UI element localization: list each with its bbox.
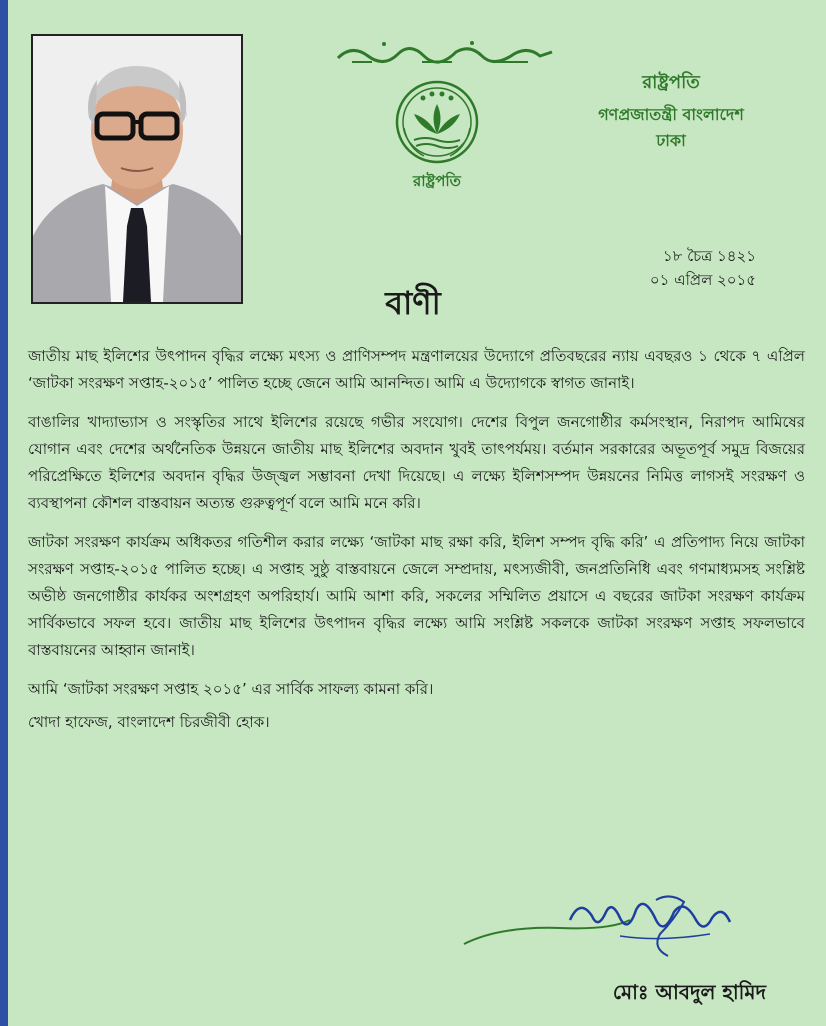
paragraph: জাতীয় মাছ ইলিশের উৎপাদন বৃদ্ধির লক্ষ্যে মৎস্য ও প্রাণিসম্পদ মন্ত্রণালয়ের উদ্যোগে প্রতিবছরের ন্যায় এবছরও ১ থেকে ৭ এপ্রিল ‘জাটকা সংরক্ষণ সপ্তাহ-২০১৫’ পালিত হচ্ছে জেনে আমি আনন্দিত। আমি এ উদ্যোগকে স্বাগত জানাই। [28,347,805,392]
left-border-stripe [0,0,8,1026]
signer-name: মোঃ আবদুল হামিদ [612,980,766,1004]
paragraph: জাটকা সংরক্ষণ কার্যক্রম অধিকতর গতিশীল করার লক্ষ্যে ‘জাটকা মাছ রক্ষা করি, ইলিশ সম্পদ বৃদ্ধি করি’ এ প্রতিপাদ্য নিয়ে জাটকা সংরক্ষণ সপ্তাহ-২০১৫ পালিত হচ্ছে। এ সপ্তাহ সুষ্ঠু বাস্তবায়নে জেলে সম্প্রদায়, মৎস্যজীবী, জনপ্রতিনিধি এবং গণমাধ্যমসহ সংশ্লিষ্ট অভীষ্ঠ জনগোষ্ঠীর কার্যকর অংশগ্রহণ অপরিহার্য। আমি আশা করি, সকলের সম্মিলিত প্রয়াসে এ বছরের জাটকা সংরক্ষণ কার্যক্রম সার্বিকভাবে সফল হবে। জাতীয় মাছ ইলিশের উৎপাদন বৃদ্ধির লক্ষ্যে আমি সংশ্লিষ্ট সকলকে জাটকা সংরক্ষণ সপ্তাহ সফলভাবে বাস্তবায়নের আহ্বান জানাই। [28,533,805,659]
handwritten-signature [460,890,760,968]
presidential-emblem [382,78,492,196]
bangla-date: ১৮ চৈত্র ১৪২১ [662,247,756,265]
gregorian-date: ০১ এপ্রিল ২০১৫ [649,271,756,289]
page-title: বাণী [385,284,441,322]
president-portrait [31,34,243,304]
office-title: রাষ্ট্রপতি [642,72,700,93]
paragraph: বাঙালির খাদ্যাভ্যাস ও সংস্কৃতির সাথে ইলিশের রয়েছে গভীর সংযোগ। দেশের বিপুল জনগোষ্ঠীর কর্মসংস্থান, নিরাপদ আমিষের যোগান এবং দেশের অর্থনৈতিক উন্নয়নে জাতীয় মাছ ইলিশের অবদান খুবই তাৎপর্যময়। বর্তমান সরকারের অভূতপূর্ব সমুদ্র বিজয়ের পরিপ্রেক্ষিতে ইলিশের অবদান বৃদ্ধির উজ্জ্বল সম্ভাবনা দেখা দিয়েছে। এ লক্ষ্যে ইলিশসম্পদ উন্নয়নের নিমিত্ত লাগসই সংরক্ষণ ও ব্যবস্থাপনা কৌশল বাস্তবায়ন অত্যন্ত গুরুত্বপূর্ণ বলে আমি মনে করি। [28,413,805,512]
country-name: গণপ্রজাতন্ত্রী বাংলাদেশ [598,105,744,124]
city-name: ঢাকা [656,131,686,150]
office-header [556,70,786,154]
paragraph: খোদা হাফেজ, বাংলাদেশ চিরজীবী হোক। [28,713,270,731]
emblem-caption: রাষ্ট্রপতি [413,172,461,190]
message-body [28,343,805,742]
paragraph: আমি ‘জাটকা সংরক্ষণ সপ্তাহ ২০১৫’ এর সার্বিক সাফল্য কামনা করি। [28,680,434,698]
bismillah-calligraphy [332,38,557,66]
